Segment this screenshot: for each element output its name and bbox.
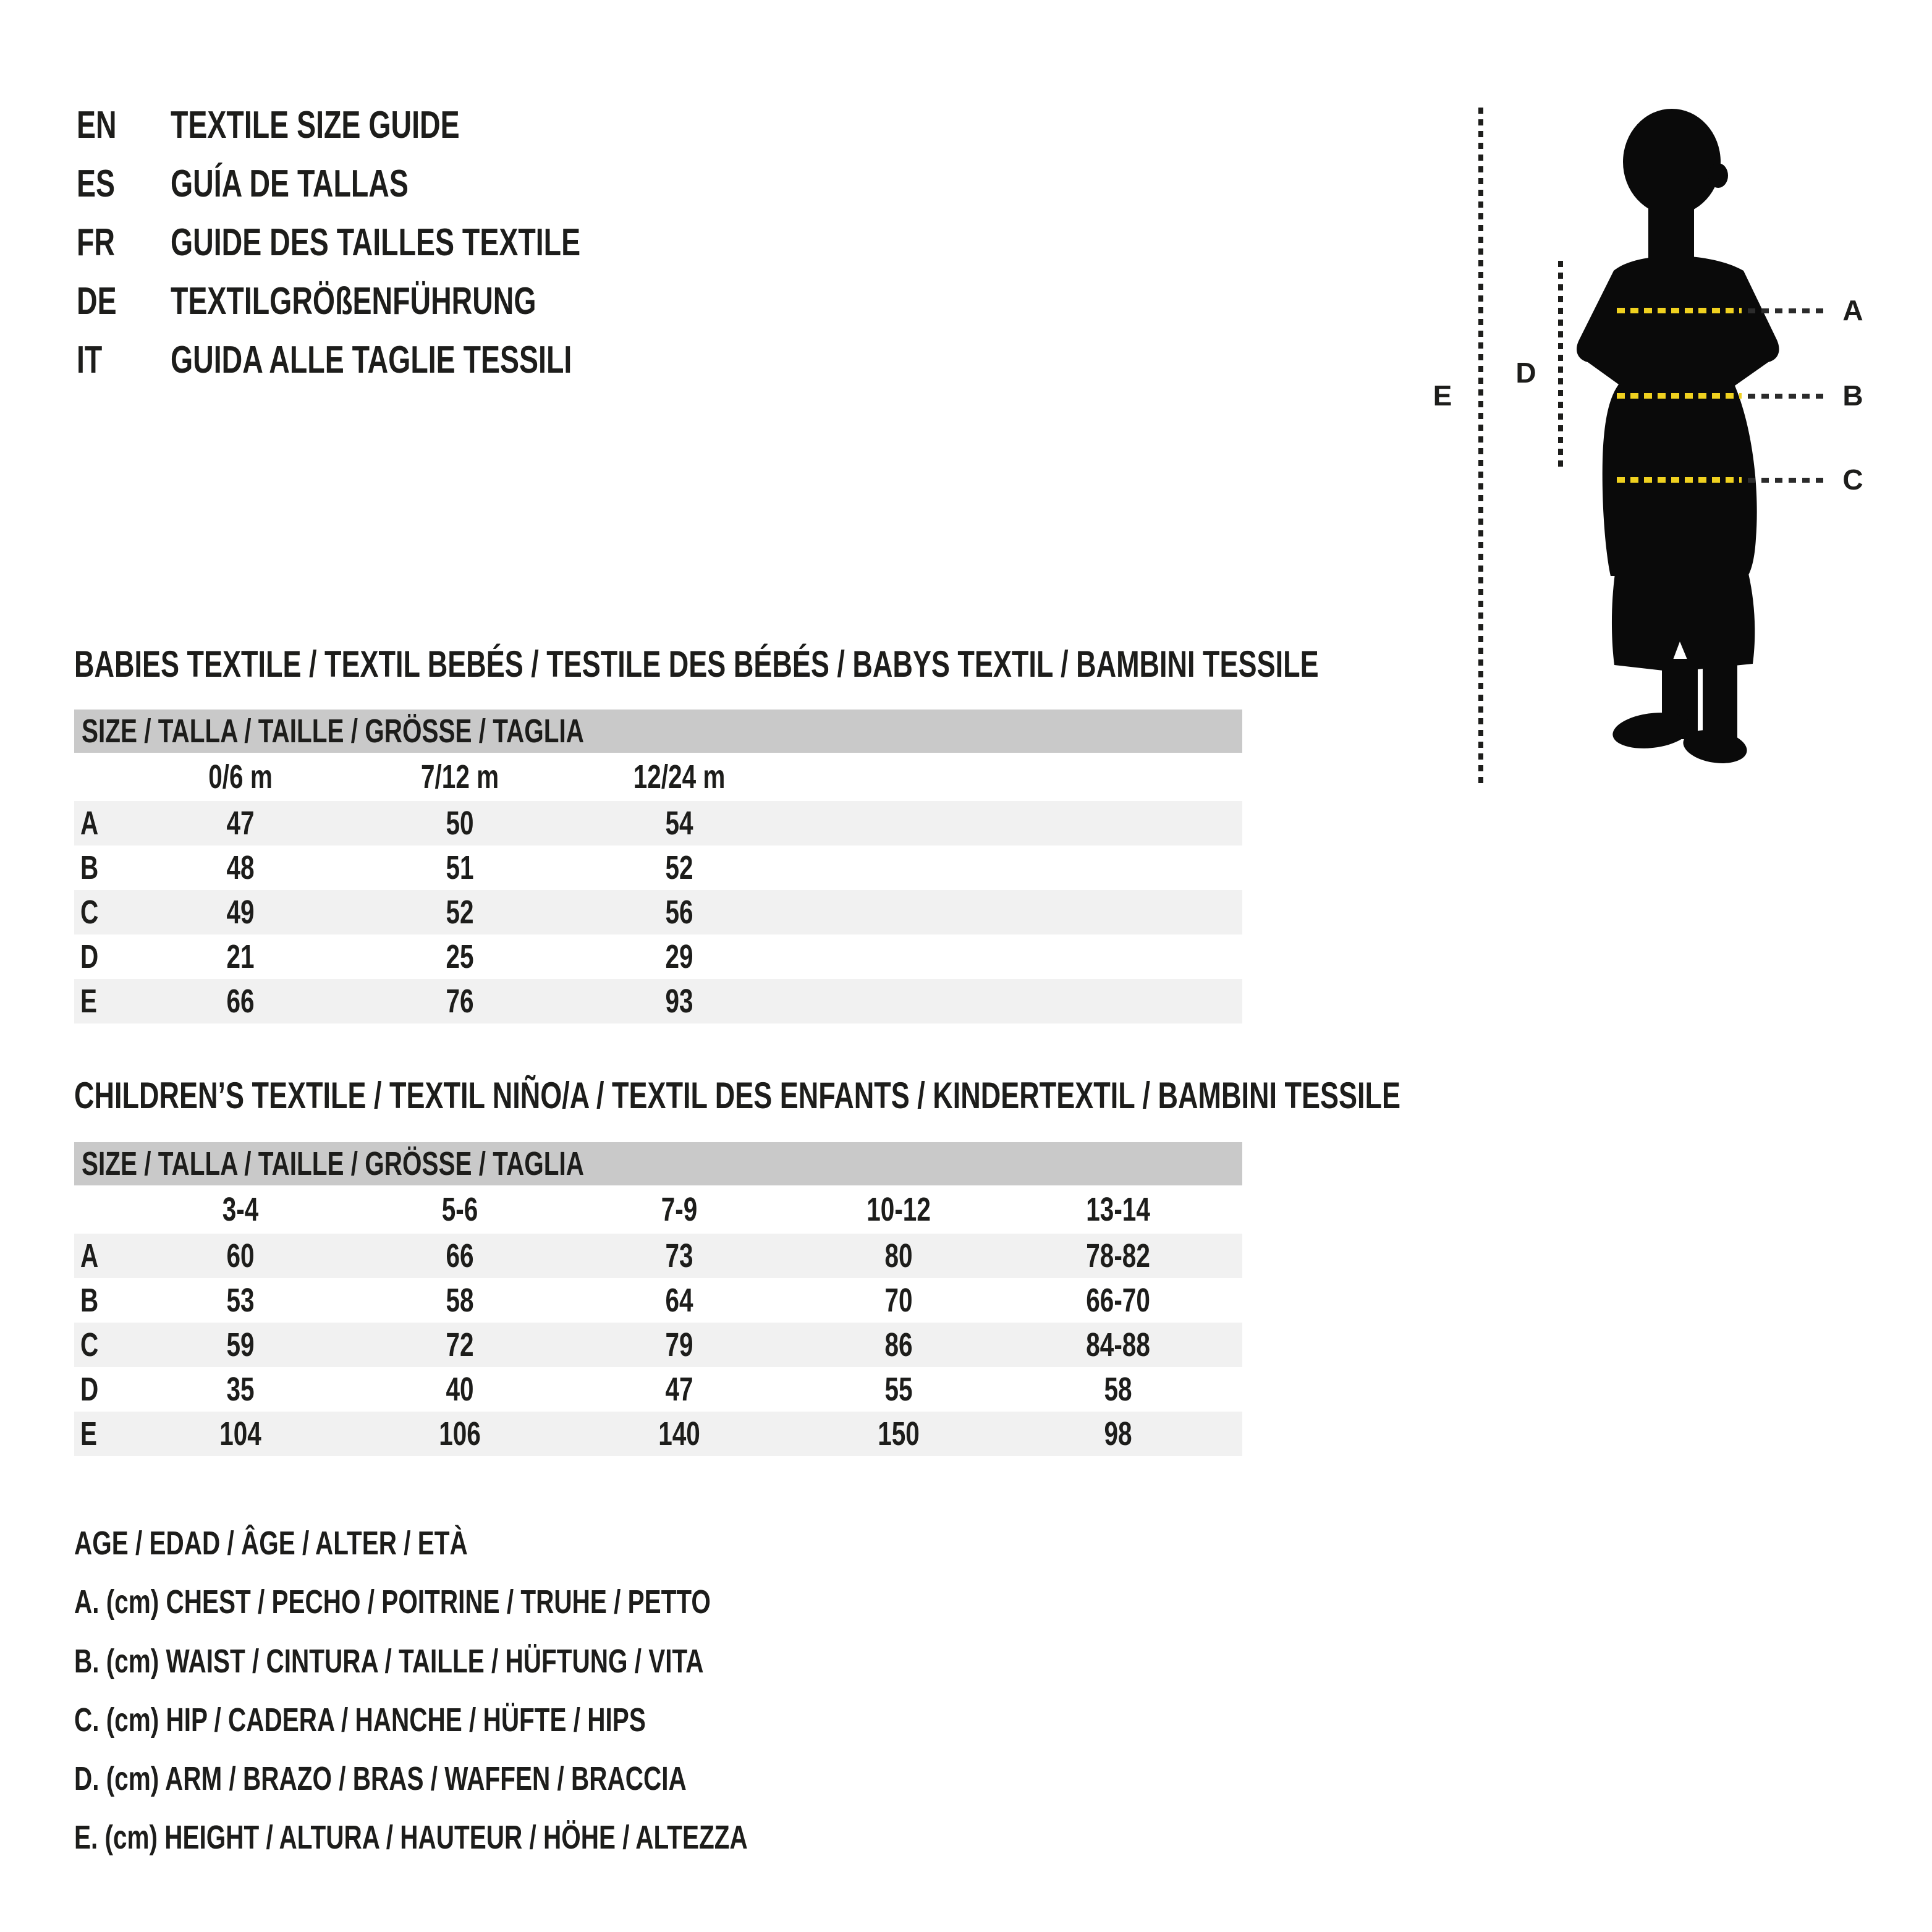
language-title: TEXTILE SIZE GUIDE: [171, 104, 460, 146]
cell-value: 49: [226, 894, 255, 931]
cell-value: 58: [446, 1282, 475, 1319]
cell-value: 86: [884, 1326, 913, 1363]
column-header: 3-4: [222, 1191, 259, 1228]
cell-value: 106: [439, 1415, 481, 1452]
measure-label-e: E: [1433, 379, 1452, 412]
babies-size-table: [74, 710, 1242, 1023]
cell-value: 55: [884, 1371, 913, 1408]
language-title: GUÍA DE TALLAS: [171, 163, 409, 205]
cell-value: 70: [884, 1282, 913, 1319]
cell-value: 48: [226, 849, 255, 886]
cell-value: 40: [446, 1371, 475, 1408]
cell-value: 66: [226, 983, 255, 1020]
cell-value: 29: [665, 938, 694, 975]
measure-label-b: B: [1842, 379, 1863, 412]
cell-value: 35: [226, 1371, 255, 1408]
column-header: 5-6: [442, 1191, 478, 1228]
row-label: B: [80, 1282, 99, 1319]
cell-value: 66: [446, 1237, 475, 1274]
table-row: [74, 801, 1242, 845]
table-row: [74, 1278, 1242, 1323]
table-row: [74, 1367, 1242, 1412]
hip-line-lead: [1748, 478, 1823, 483]
column-header: 7/12 m: [421, 758, 499, 795]
legend-age: AGE / EDAD / ÂGE / ALTER / ETÀ: [74, 1525, 468, 1562]
cell-value: 72: [446, 1326, 475, 1363]
babies-section-title: BABIES TEXTILE / TEXTIL BEBÉS / TESTILE DES BÉBÉS / BABYS TEXTIL / BAMBINI TESSILE: [74, 643, 1319, 685]
language-title: GUIDA ALLE TAGLIE TESSILI: [171, 339, 572, 381]
children-column-header-row: [74, 1185, 1242, 1234]
cell-value: 93: [665, 983, 694, 1020]
cell-value: 60: [226, 1237, 255, 1274]
language-code: DE: [77, 280, 117, 323]
waist-line-lead: [1748, 394, 1823, 399]
cell-value: 140: [658, 1415, 701, 1452]
cell-value: 50: [446, 805, 475, 842]
row-label: C: [80, 894, 99, 931]
legend-arm: D. (cm) ARM / BRAZO / BRAS / WAFFEN / BRACCIA: [74, 1760, 687, 1797]
column-header: 7-9: [661, 1191, 698, 1228]
chest-line-yellow: [1617, 308, 1742, 313]
table-row: [74, 1412, 1242, 1456]
language-title: GUIDE DES TAILLES TEXTILE: [171, 221, 581, 264]
cell-value: 84-88: [1086, 1326, 1151, 1363]
cell-value: 56: [665, 894, 694, 931]
legend-chest: A. (cm) CHEST / PECHO / POITRINE / TRUHE / PETTO: [74, 1583, 711, 1621]
cell-value: 76: [446, 983, 475, 1020]
legend-waist: B. (cm) WAIST / CINTURA / TAILLE / HÜFTUNG / VITA: [74, 1643, 704, 1680]
measure-label-a: A: [1842, 294, 1863, 326]
table-row: [74, 979, 1242, 1023]
table-row: [74, 890, 1242, 934]
cell-value: 79: [665, 1326, 694, 1363]
babies-column-header-row: [74, 753, 1242, 801]
row-label: E: [80, 983, 98, 1020]
column-header: 12/24 m: [633, 758, 726, 795]
language-code: ES: [77, 163, 116, 205]
column-header: 10-12: [866, 1191, 931, 1228]
cell-value: 54: [665, 805, 694, 842]
cell-value: 52: [665, 849, 694, 886]
column-header: 13-14: [1086, 1191, 1151, 1228]
measure-label-c: C: [1842, 464, 1863, 496]
cell-value: 51: [446, 849, 475, 886]
cell-value: 104: [219, 1415, 262, 1452]
cell-value: 80: [884, 1237, 913, 1274]
cell-value: 78-82: [1086, 1237, 1151, 1274]
cell-value: 98: [1104, 1415, 1133, 1452]
row-label: E: [80, 1415, 98, 1452]
cell-value: 47: [226, 805, 255, 842]
language-code: EN: [77, 104, 117, 146]
language-code: FR: [77, 221, 115, 264]
row-label: A: [80, 1237, 99, 1274]
legend-height: E. (cm) HEIGHT / ALTURA / HAUTEUR / HÖHE / ALTEZZA: [74, 1819, 748, 1856]
row-label: B: [80, 849, 99, 886]
arm-measure-line: [1558, 261, 1563, 470]
cell-value: 64: [665, 1282, 694, 1319]
cell-value: 58: [1104, 1371, 1133, 1408]
cell-value: 66-70: [1086, 1282, 1151, 1319]
cell-value: 53: [226, 1282, 255, 1319]
babies-size-header-bar: SIZE / TALLA / TAILLE / GRÖSSE / TAGLIA: [74, 710, 1242, 753]
hip-line-yellow: [1617, 477, 1742, 483]
language-code: IT: [77, 339, 103, 381]
row-label: C: [80, 1326, 99, 1363]
language-title: TEXTILGRÖßENFÜHRUNG: [171, 280, 536, 323]
children-section-title: CHILDREN’S TEXTILE / TEXTIL NIÑO/A / TEXTIL DES ENFANTS / KINDERTEXTIL / BAMBINI TESSILE: [74, 1075, 1401, 1116]
legend-hip: C. (cm) HIP / CADERA / HANCHE / HÜFTE / HIPS: [74, 1701, 646, 1739]
row-label: D: [80, 1371, 99, 1408]
measure-label-d: D: [1515, 357, 1536, 389]
table-row: [74, 845, 1242, 890]
children-size-table: [74, 1142, 1242, 1456]
height-measure-line: [1478, 108, 1483, 787]
table-row: [74, 934, 1242, 979]
children-size-header-bar: SIZE / TALLA / TAILLE / GRÖSSE / TAGLIA: [74, 1142, 1242, 1185]
chest-line-lead: [1748, 308, 1823, 313]
column-header: 0/6 m: [208, 758, 273, 795]
cell-value: 52: [446, 894, 475, 931]
row-label: D: [80, 938, 99, 975]
cell-value: 73: [665, 1237, 694, 1274]
cell-value: 21: [226, 938, 255, 975]
cell-value: 47: [665, 1371, 694, 1408]
cell-value: 25: [446, 938, 475, 975]
table-row: [74, 1323, 1242, 1367]
table-row: [74, 1234, 1242, 1278]
cell-value: 150: [878, 1415, 920, 1452]
cell-value: 59: [226, 1326, 255, 1363]
row-label: A: [80, 805, 99, 842]
waist-line-yellow: [1617, 393, 1742, 399]
